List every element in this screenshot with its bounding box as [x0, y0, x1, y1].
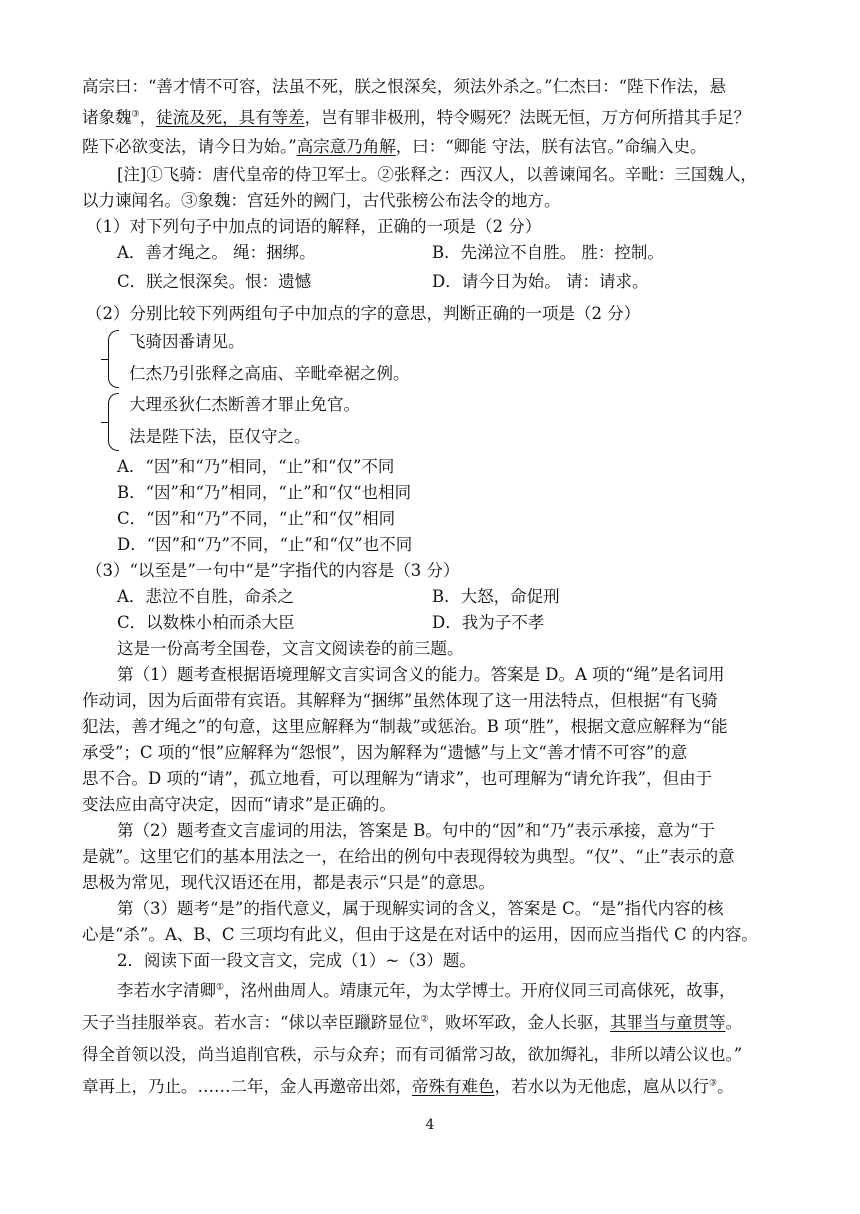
question-stem: （2）分别比较下列两组句子中加点的字的意思，判断正确的一项是（2 分）	[86, 304, 641, 323]
passage-line	[82, 1011, 742, 1035]
text-span: ，岂有罪非极刑，特令赐死？法既无恒，万方何所措其手足？	[304, 108, 751, 127]
annotation-line: 以力谏闻名。③象魏：宫廷外的阙门，古代张榜公布法令的地方。	[82, 191, 561, 210]
option-d: D．请今日为始。 请：请求。	[432, 272, 649, 291]
text-span: ，洺州曲周人。靖康元年，为太学博士。开府仪同三司高俅死，故事，	[224, 981, 736, 1000]
analysis-line: 思极为常见，现代汉语还在用，都是表示“只是”的意思。	[82, 873, 495, 892]
page-number: 4	[425, 1117, 435, 1133]
analysis-line: 思不合。D 项的“请”，孤立地看，可以理解为“请求”，也可理解为“请允许我”，但由于	[82, 769, 713, 788]
text-span: 章再上，乃止。……二年，金人再邀帝出郊，	[82, 1077, 412, 1096]
analysis-line: 变法应由高守决定，因而“请求”是正确的。	[82, 795, 396, 814]
text-span: 李若水字清卿	[117, 981, 216, 1000]
question-stem: （1）对下列句子中加点的词语的解释，正确的一项是（2 分）	[86, 217, 542, 236]
footnote-mark: ③	[131, 109, 140, 120]
footnote-mark: ①	[216, 982, 225, 993]
analysis-line: 是就”。这里它们的基本用法之一，在给出的例句中表现得较为典型。“仅”、“止”表示的意	[82, 847, 735, 866]
option-b: B．先涕泣不自胜。 胜：控制。	[432, 243, 664, 262]
option-a: A．善才绳之。 绳：捆绑。	[117, 243, 316, 262]
footnote-mark: ②	[420, 1014, 429, 1025]
analysis-line: 这是一份高考全国卷，文言文阅读卷的前三题。	[117, 639, 464, 658]
text-span: ，若水以为无他虑，扈从以行	[494, 1077, 709, 1096]
analysis-line: 心是“杀”。A、B、C 三项均有此义，但由于这是在对话中的运用，因而应当指代 C 的内容。	[82, 925, 758, 944]
analysis-line: 作动词，因为后面带有宾语。其解释为“捆绑”虽然体现了这一用法特点，但根据“有飞骑	[82, 691, 718, 710]
compare-sentence: 大理丞狄仁杰断善才罪止免官。	[129, 395, 360, 414]
underlined-phrase: 高宗意乃角解	[296, 137, 396, 156]
text-span: 诸象魏	[82, 108, 132, 127]
text-span: 。	[717, 1077, 734, 1096]
text-span: ，	[139, 108, 157, 127]
option-a: A．“因”和“乃”相同，“止”和“仅”不同	[117, 457, 395, 476]
text-span: ，败坏军政，金人长驱，	[428, 1013, 611, 1032]
text-span: 。	[725, 1013, 743, 1032]
brace-group-2	[108, 393, 119, 451]
passage-line: 高宗曰：“善才情不可容，法虽不死，朕之恨深矣，须法外杀之。”仁杰曰：“陛下作法，悬	[82, 77, 727, 96]
underlined-phrase: 徒流及死，具有等差	[156, 108, 305, 127]
compare-sentence: 仁杰乃引张释之高庙、辛毗牵裾之例。	[129, 364, 410, 383]
brace-group-1	[108, 330, 119, 388]
annotation-line: [注]①飞骑：唐代皇帝的侍卫军士。②张释之：西汉人，以善谏闻名。辛毗：三国魏人，	[117, 165, 757, 184]
compare-sentence: 法是陛下法，臣仅守之。	[129, 427, 311, 446]
passage-line	[82, 135, 707, 159]
passage-line	[82, 106, 750, 130]
option-c: C．朕之恨深矣。恨：遗憾	[117, 272, 312, 291]
question-stem: （3）“以至是”一句中“是”字指代的内容是（3 分）	[86, 561, 460, 580]
analysis-line: 第（2）题考查文言虚词的用法，答案是 B。句中的“因”和“乃”表示承接，意为“于	[117, 821, 716, 840]
analysis-line: 承受”；C 项的“恨”应解释为“怨恨”，因为解释为“遗憾”与上文“善才情不可容”的意	[82, 743, 688, 762]
analysis-line: 第（3）题考“是”的指代意义，属于现解实词的含义，答案是 C。“是”指代内容的核	[117, 899, 724, 918]
passage-line	[82, 1075, 734, 1099]
option-c: C．“因”和“乃”不同，“止”和“仅”相同	[117, 509, 396, 528]
underlined-phrase: 其罪当与童贯等	[610, 1013, 726, 1032]
option-c: C．以数株小柏而杀大臣	[117, 613, 295, 632]
text-span: ，曰：“卿能 守法，朕有法官。”命编入史。	[395, 137, 707, 156]
underlined-phrase: 帝殊有难色	[412, 1077, 495, 1096]
compare-sentence: 飞骑因番请见。	[129, 332, 245, 351]
option-b: B．“因”和“乃”相同，“止”和“仅“也相同	[117, 483, 412, 502]
analysis-line: 犯法，善才绳之”的句意，这里应解释为“制裁”或惩治。B 项“胜”，根据文意应解释为“能	[82, 717, 728, 736]
option-d: D．“因”和“乃”不同，“止”和“仅”也不同	[117, 535, 413, 554]
text-span: 陛下必欲变法，请今日为始。”	[82, 137, 297, 156]
footnote-mark: ③	[709, 1078, 718, 1089]
option-b: B．大怒，命促刑	[432, 587, 560, 606]
analysis-line: 第（1）题考查根据语境理解文言实词含义的能力。答案是 D。A 项的“绳”是名词用	[117, 665, 725, 684]
option-a: A．悲泣不自胜，命杀之	[117, 587, 294, 606]
option-d: D．我为子不孝	[432, 613, 545, 632]
passage-line: 得全首领以没，尚当追削官秩，示与众弃；而有司循常习故，欲加缛礼，非所以靖公议也。”	[82, 1045, 743, 1064]
section-title: 2．阅读下面一段文言文，完成（1）~（3）题。	[117, 951, 476, 970]
text-span: 天子当挂服举哀。若水言：“俅以幸臣躐跻显位	[82, 1013, 421, 1032]
passage-line	[117, 979, 736, 1003]
